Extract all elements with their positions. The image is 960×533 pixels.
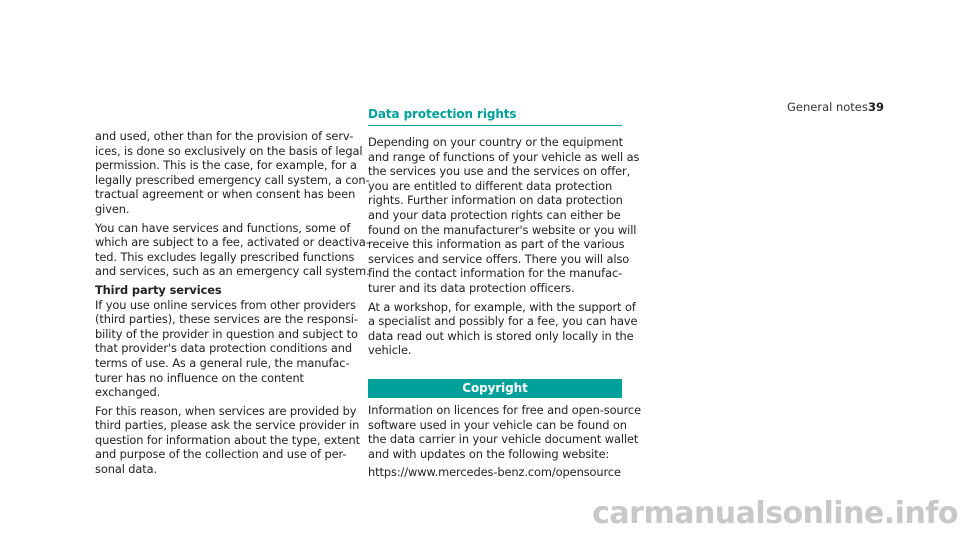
text-line: and with updates on the following website: (368, 446, 610, 461)
text-line: find the contact information for the manufac- (368, 266, 623, 281)
text-line: software used in your vehicle can be found on (368, 417, 627, 432)
text-line: and range of functions of your vehicle as well as (368, 149, 640, 164)
watermark: carmanualsonline.info (592, 496, 958, 531)
text-line: turer and its data protection officers. (368, 280, 575, 295)
text-line: and purpose of the collection and use of per- (95, 447, 347, 462)
copyright-heading: Copyright (368, 379, 622, 398)
text-line: At a workshop, for example, with the support of (368, 299, 636, 314)
text-line: (third parties), these services are the responsi- (95, 312, 358, 327)
text-line: and services, such as an emergency call system. (95, 264, 370, 279)
text-line: bility of the provider in question and subject to (95, 326, 358, 341)
text-line: You can have services and functions, some of (95, 220, 351, 235)
opensource-link[interactable]: https://www.mercedes-benz.com/opensource (368, 465, 621, 480)
left-column (95, 129, 370, 481)
text-line: given. (95, 201, 130, 216)
paragraph-copyright (368, 402, 641, 461)
text-line: vehicle. (368, 343, 412, 358)
text-line: terms of use. As a general rule, the manufac- (95, 355, 350, 370)
right-column (368, 107, 641, 484)
text-line: If you use online services from other providers (95, 297, 356, 312)
text-line: For this reason, when services are provided by (95, 403, 357, 418)
data-protection-heading: Data protection rights (368, 107, 622, 126)
text-line: permission. This is the case, for example, for a (95, 158, 357, 173)
text-line: and used, other than for the provision of serv- (95, 129, 354, 143)
paragraph-third-party-info (95, 403, 360, 477)
text-line: receive this information as part of the various (368, 237, 625, 252)
text-line: turer has no influence on the content (95, 370, 304, 385)
text-line: found on the manufacturer's website or you will (368, 222, 637, 237)
third-party-heading: Third party services (95, 282, 222, 297)
text-line: exchanged. (95, 385, 161, 400)
text-line: a specialist and possibly for a fee, you can have (368, 314, 638, 329)
paragraph-third-party (95, 298, 357, 400)
section-title: General notes (787, 100, 868, 114)
text-line: tractual agreement or when consent has been (95, 187, 356, 202)
text-line: question for information about the type, extent (95, 432, 360, 447)
text-line: services and service offers. There you will also (368, 251, 630, 266)
text-line: ices, is done so exclusively on the basis of legal (95, 143, 363, 158)
text-line: Information on licences for free and open-source (368, 402, 641, 417)
paragraph-data-protection (368, 135, 640, 296)
text-line: the data carrier in your vehicle document wallet (368, 432, 639, 447)
text-line: Depending on your country or the equipment (368, 135, 623, 149)
text-line: sonal data. (95, 462, 158, 477)
paragraph-data-use (95, 129, 370, 217)
text-line: you are entitled to different data protection (368, 178, 613, 193)
text-line: legally prescribed emergency call system, a con- (95, 172, 370, 187)
page-number: 39 (868, 100, 885, 114)
text-line: rights. Further information on data protection (368, 193, 623, 208)
text-line: ted. This excludes legally prescribed functions (95, 249, 355, 264)
text-line: which are subject to a fee, activated or deactiva- (95, 235, 370, 250)
text-line: data read out which is stored only locally in the (368, 328, 634, 343)
paragraph-workshop (368, 299, 638, 358)
paragraph-services-activation (95, 220, 370, 279)
text-line: third parties, please ask the service provider in (95, 418, 360, 433)
text-line: and your data protection rights can either be (368, 207, 621, 222)
text-line: that provider's data protection conditions and (95, 341, 353, 356)
text-line: the services you use and the services on offer, (368, 164, 631, 179)
